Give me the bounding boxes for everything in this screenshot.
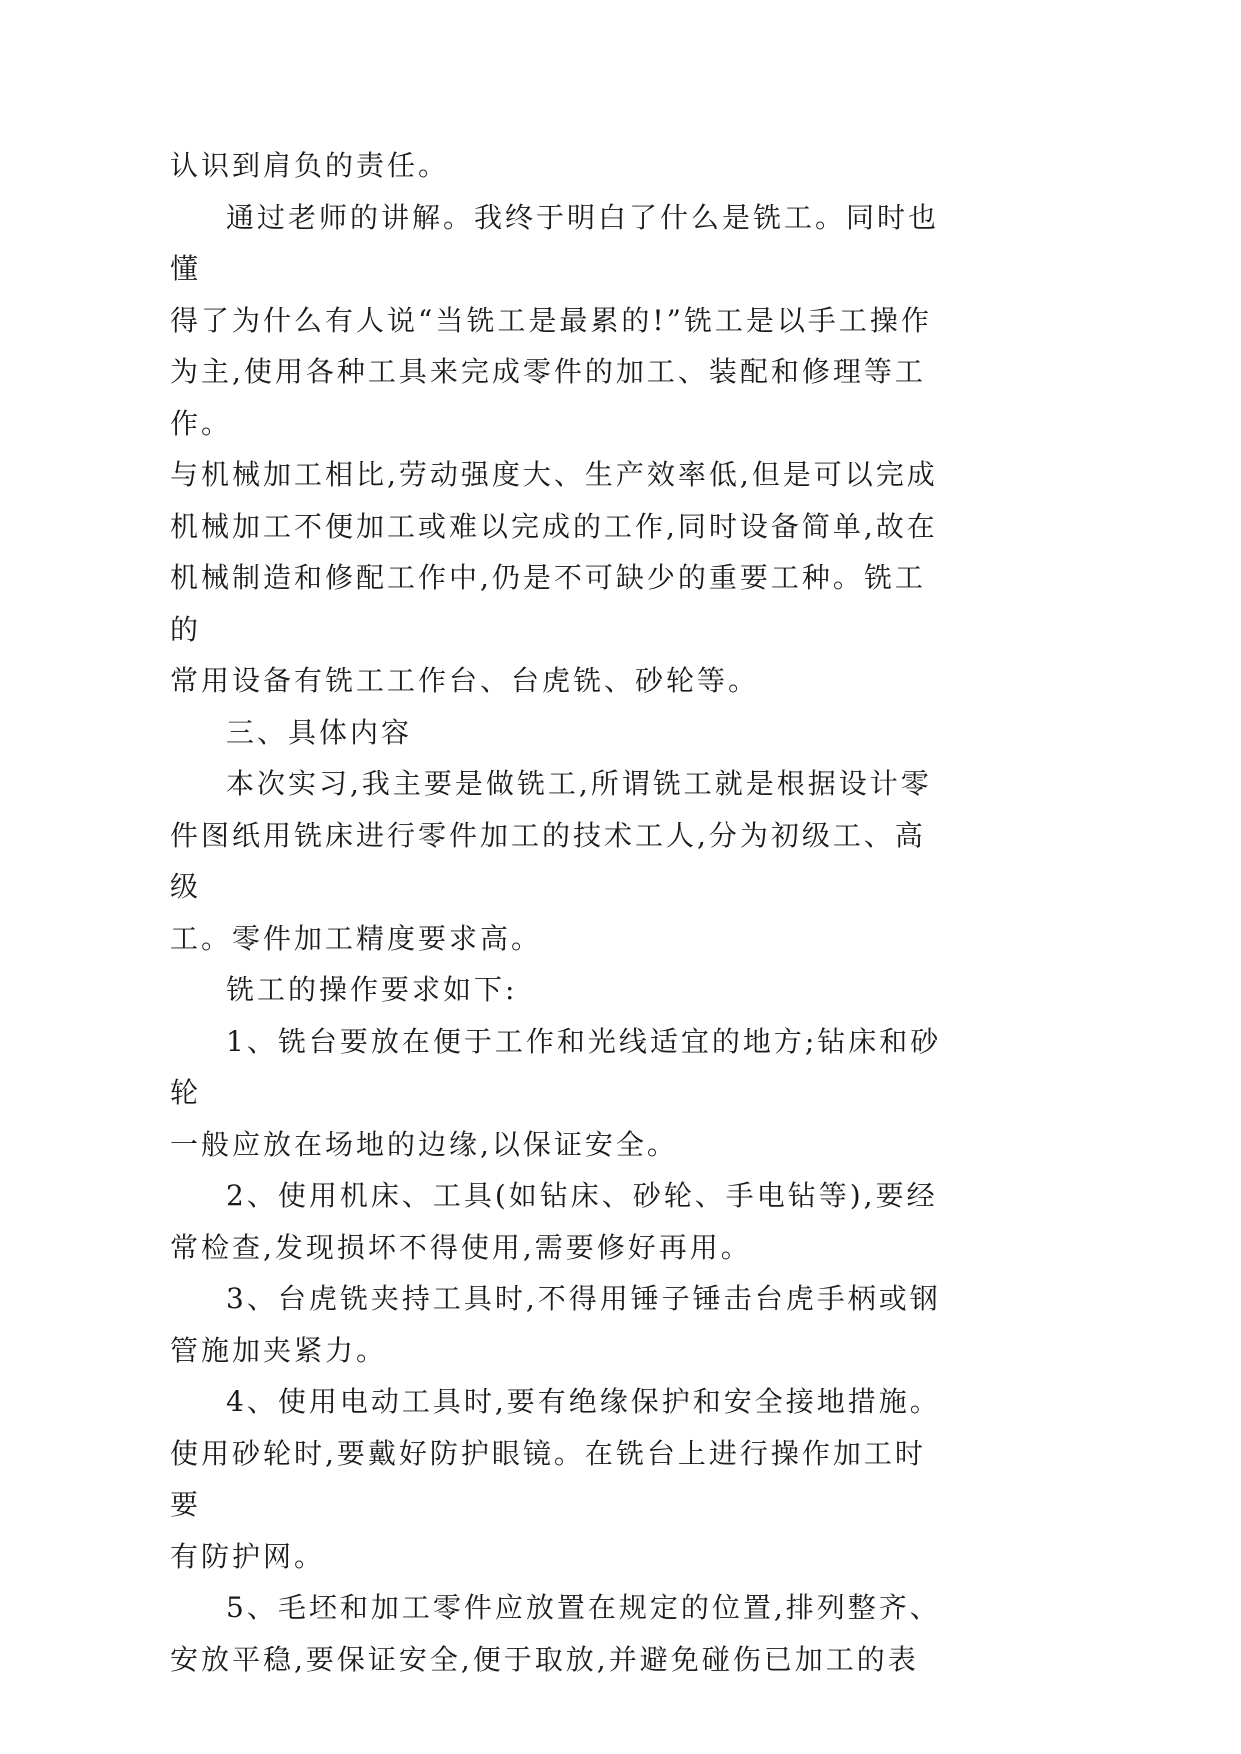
paragraph-requirements-lead: 铣工的操作要求如下: (226, 973, 518, 1006)
list-item-requirement-3: 3、台虎铣夹持工具时,不得用锤子锤击台虎手柄或钢 管施加夹紧力。 (170, 1282, 941, 1367)
paragraph-milling-intro: 通过老师的讲解。我终于明白了什么是铣工。同时也懂 得了为什么有人说“当铣工是最累的!”铣工是以手工操作 为主,使用各种工具来完成零件的加工、装配和修理等工作。 与机械加工相比,劳动强度大、生产效率低,但是可以完成 机械加工不便加工或难以完成的工作,同时设备简单,故在 机械制造和修配工作中,仍是不可缺少的重要工种。铣工的 常用设备有铣工工作台、台虎铣、砂轮等。 (170, 200, 940, 697)
list-item-requirement-1: 1、铣台要放在便于工作和光线适宜的地方;钻床和砂轮 一般应放在场地的边缘,以保证安全。 (170, 1024, 942, 1161)
list-item-requirement-4: 4、使用电动工具时,要有绝缘保护和安全接地措施。 使用砂轮时,要戴好防护眼镜。在铣台上进行操作加工时要 有防护网。 (170, 1385, 941, 1573)
list-item-requirement-2: 2、使用机床、工具(如钻床、砂轮、手电钻等),要经 常检查,发现损坏不得使用,需要修好再用。 (170, 1179, 938, 1264)
list-item-requirement-5: 5、毛坯和加工零件应放置在规定的位置,排列整齐、 安放平稳,要保证安全,便于取放,并避免碰伤已加工的表 (170, 1591, 941, 1676)
section-heading-specific-content: 三、具体内容 (226, 715, 413, 749)
paragraph-internship-description: 本次实习,我主要是做铣工,所谓铣工就是根据设计零 件图纸用铣床进行零件加工的技术工人,分为初级工、高级 工。零件加工精度要求高。 (170, 767, 932, 955)
document-body (170, 140, 950, 1685)
paragraph-continuation: 认识到肩负的责任。 (170, 149, 450, 182)
